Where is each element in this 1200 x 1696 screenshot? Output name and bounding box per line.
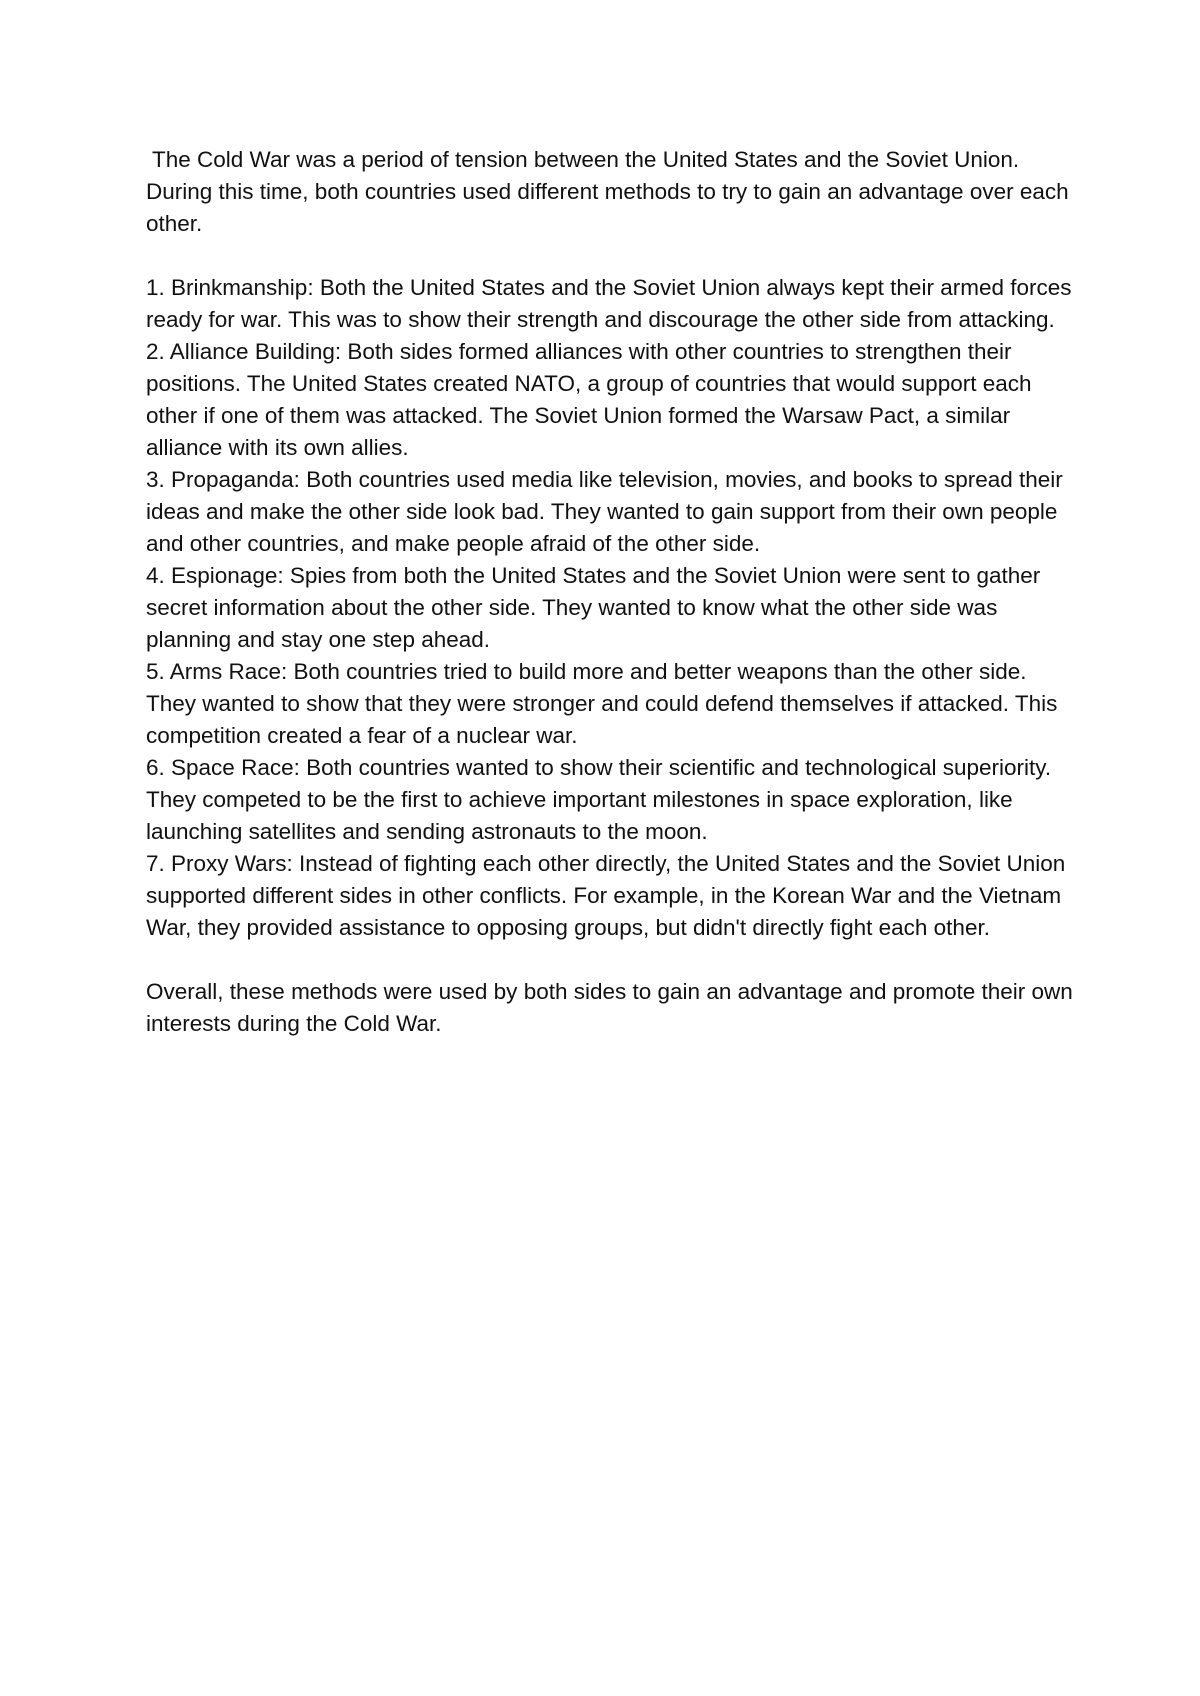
list-item-alliance-building: 2. Alliance Building: Both sides formed alliances with other countries to strengthen their positions. The United States created NATO, a group of countries that would support each other if one of them was attacked. The Soviet Union formed the Warsaw Pact, a similar alliance with its own allies. — [146, 339, 1032, 460]
document-body — [146, 144, 1076, 1040]
list-item-propaganda: 3. Propaganda: Both countries used media like television, movies, and books to spread their ideas and make the other side look bad. They wanted to gain support from their own people and other countries, and make people afraid of the other side. — [146, 467, 1063, 556]
list-item-space-race: 6. Space Race: Both countries wanted to show their scientific and technological superiority. They competed to be the first to achieve important milestones in space exploration, like launching satellites and sending astronauts to the moon. — [146, 755, 1052, 844]
paragraph-gap — [146, 944, 1076, 976]
conclusion-paragraph: Overall, these methods were used by both sides to gain an advantage and promote their own interests during the Cold War. — [146, 979, 1073, 1036]
list-item-proxy-wars: 7. Proxy Wars: Instead of fighting each other directly, the United States and the Soviet Union supported different sides in other conflicts. For example, in the Korean War and the Vietnam War, they provided assistance to opposing groups, but didn't directly fight each other. — [146, 851, 1066, 940]
list-item-arms-race: 5. Arms Race: Both countries tried to build more and better weapons than the other side. They wanted to show that they were stronger and could defend themselves if attacked. This competition created a fear of a nuclear war. — [146, 659, 1058, 748]
list-item-espionage: 4. Espionage: Spies from both the United States and the Soviet Union were sent to gather secret information about the other side. They wanted to know what the other side was planning and stay one step ahead. — [146, 563, 1041, 652]
methods-list — [146, 272, 1076, 944]
intro-text: The Cold War was a period of tension between the United States and the Soviet Union. During this time, both countries used different methods to try to gain an advantage over each other. — [146, 147, 1069, 236]
paragraph-gap — [146, 240, 1076, 272]
intro-paragraph — [146, 144, 1076, 240]
list-item-brinkmanship: 1. Brinkmanship: Both the United States and the Soviet Union always kept their armed forces ready for war. This was to show their strength and discourage the other side from attacking. — [146, 275, 1072, 332]
